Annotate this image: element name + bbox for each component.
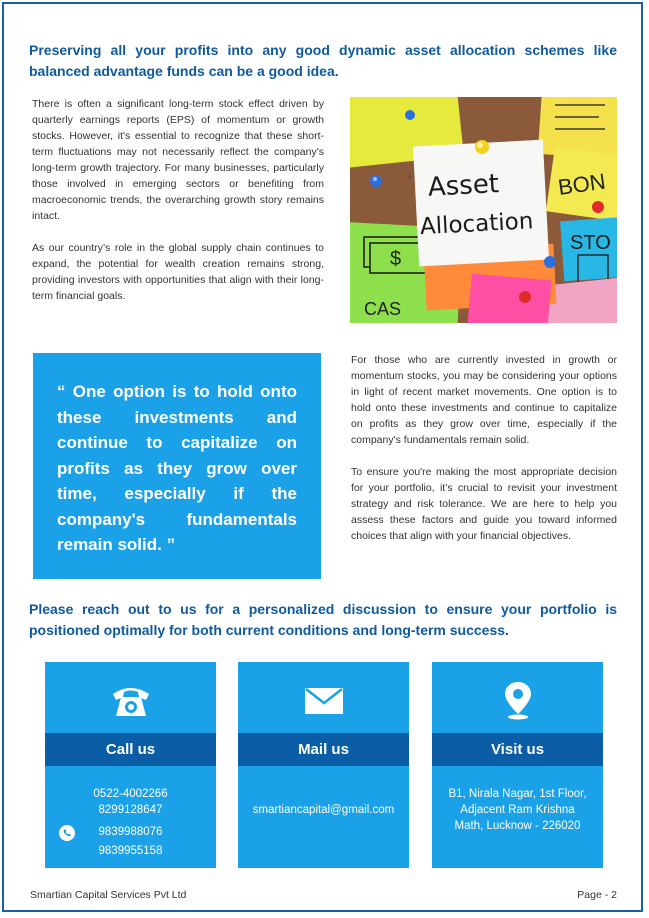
dollar-sketch: $ bbox=[390, 248, 402, 270]
footer-page-number: Page - 2 bbox=[577, 889, 617, 901]
left-paragraph-1: There is often a significant long-term stock effect driven by quarterly earnings reports (EPS) of momentum or growth stocks. However, it's essential to recognize that these short-term fluctuations may not necessarily reflect the company's long-term growth trajectory. For many businesses, particularly those involved in emerging sectors or benefiting from macroeconomic trends, the overarching growth story remains intact. bbox=[32, 98, 324, 222]
telephone-icon bbox=[45, 680, 216, 720]
mail-title: Mail us bbox=[238, 733, 409, 766]
visit-address-line-1: B1, Nirala Nagar, 1st Floor, bbox=[448, 788, 587, 800]
quote-box bbox=[33, 353, 321, 579]
right-column bbox=[351, 352, 617, 560]
pull-quote: “ One option is to hold onto these investments and continue to capitalize on profits as they grow over time, especially if the company's fundamentals remain solid. ” bbox=[57, 382, 297, 554]
envelope-icon bbox=[238, 680, 409, 720]
bond-note-text: BON bbox=[556, 168, 608, 200]
right-paragraph-1: For those who are currently invested in growth or momentum stocks, you may be considering your options in light of recent market movements. One option is to hold onto these investments and continue to capitalize on profits as they grow over time, especially if the company's fundamentals remain solid. bbox=[351, 354, 617, 446]
call-title: Call us bbox=[45, 733, 216, 766]
asset-allocation-photo bbox=[350, 97, 617, 323]
visit-card bbox=[432, 662, 603, 868]
note-line-allocation: Allocation bbox=[419, 208, 534, 241]
visit-address-line-2: Adjacent Ram Krishna bbox=[460, 804, 575, 816]
left-paragraph-2: As our country’s role in the global supply chain continues to expand, the potential for wealth creation remains strong, providing investors with opportunities that align with their long-term financial goals. bbox=[32, 242, 324, 302]
mail-email[interactable]: smartiancapital@gmail.com bbox=[252, 804, 395, 816]
visit-address-line-3: Math, Lucknow - 226020 bbox=[454, 820, 581, 832]
cash-note-text: CAS bbox=[364, 299, 402, 319]
mail-card bbox=[238, 662, 409, 868]
call-card bbox=[45, 662, 216, 868]
call-landline-2[interactable]: 8299128647 bbox=[98, 804, 163, 816]
cta-heading: Please reach out to us for a personalized discussion to ensure your portfolio is positioned optimally for both current conditions and long-term success. bbox=[29, 601, 617, 638]
left-column bbox=[32, 96, 324, 320]
intro-heading: Preserving all your profits into any good dynamic asset allocation schemes like balanced advantage funds can be a good idea. bbox=[29, 42, 617, 79]
stock-note-text: STO bbox=[570, 232, 611, 254]
visit-title: Visit us bbox=[432, 733, 603, 766]
note-line-asset: Asset bbox=[427, 169, 500, 203]
call-mobile-2[interactable]: 9839955158 bbox=[98, 845, 163, 857]
right-paragraph-2: To ensure you're making the most appropriate decision for your portfolio, it’s crucial to revisit your investment strategy and risk tolerance. We are here to help you assess these factors and guide you toward informed choices that align with your financial objectives. bbox=[351, 466, 617, 542]
location-pin-icon bbox=[432, 680, 603, 720]
call-mobile-1[interactable]: 9839988076 bbox=[98, 826, 163, 838]
footer-company: Smartian Capital Services Pvt Ltd bbox=[30, 889, 187, 901]
call-landline-1[interactable]: 0522-4002266 bbox=[93, 788, 168, 800]
